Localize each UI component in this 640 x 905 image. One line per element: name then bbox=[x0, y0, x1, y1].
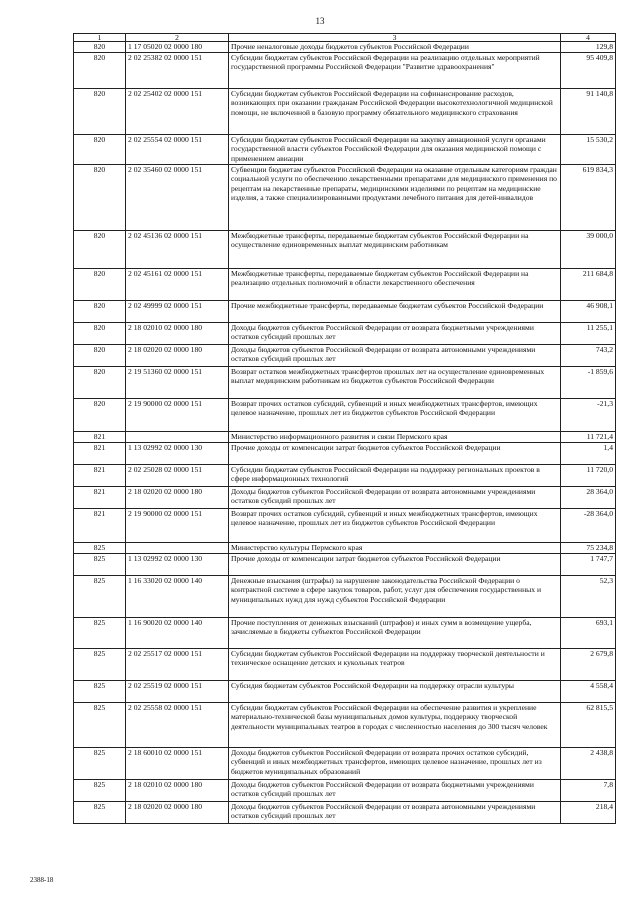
revenue-name-cell: Прочие межбюджетные трансферты, передаваемые бюджетам субъектов Российской Федерации bbox=[229, 301, 561, 323]
admin-code-cell: 821 bbox=[74, 465, 126, 487]
amount-cell: 129,8 bbox=[561, 42, 616, 53]
revenue-code-cell: 2 02 25382 02 0000 151 bbox=[126, 53, 229, 89]
table-row bbox=[74, 509, 616, 543]
revenue-code-cell: 2 02 25554 02 0000 151 bbox=[126, 135, 229, 165]
admin-code-cell: 825 bbox=[74, 681, 126, 703]
amount-cell: 39 000,0 bbox=[561, 231, 616, 269]
revenue-name-cell: Субсидии бюджетам субъектов Российской Федерации на поддержку региональных проектов в сфере информационных технологий bbox=[229, 465, 561, 487]
table-row bbox=[74, 345, 616, 367]
footer-code: 2388-18 bbox=[30, 876, 54, 884]
revenue-code-cell: 2 02 49999 02 0000 151 bbox=[126, 301, 229, 323]
amount-cell: 11 255,1 bbox=[561, 323, 616, 345]
amount-cell: 2 679,8 bbox=[561, 649, 616, 681]
admin-code-cell: 825 bbox=[74, 649, 126, 681]
revenue-code-cell: 2 02 25028 02 0000 151 bbox=[126, 465, 229, 487]
revenue-code-cell bbox=[126, 543, 229, 554]
table-row bbox=[74, 543, 616, 554]
admin-code-cell: 825 bbox=[74, 618, 126, 649]
amount-cell: 619 834,3 bbox=[561, 165, 616, 231]
revenue-name-cell: Прочие неналоговые доходы бюджетов субъектов Российской Федерации bbox=[229, 42, 561, 53]
amount-cell: 1,4 bbox=[561, 443, 616, 465]
table-row bbox=[74, 269, 616, 301]
revenue-name-cell: Доходы бюджетов субъектов Российской Федерации от возврата автономными учреждениями остатков субсидий прошлых лет bbox=[229, 345, 561, 367]
amount-cell: 11 720,0 bbox=[561, 465, 616, 487]
admin-code-cell: 825 bbox=[74, 748, 126, 780]
column-header: 3 bbox=[229, 34, 561, 42]
admin-code-cell: 825 bbox=[74, 802, 126, 824]
amount-cell: 7,8 bbox=[561, 780, 616, 802]
table-row bbox=[74, 367, 616, 399]
amount-cell: 218,4 bbox=[561, 802, 616, 824]
revenue-name-cell: Возврат остатков межбюджетных трансфертов прошлых лет на осуществление единовременных выплат медицинским работникам из бюджетов субъектов Российской Федерации bbox=[229, 367, 561, 399]
revenue-name-cell: Субсидии бюджетам субъектов Российской Федерации на реализацию отдельных мероприятий государственной программы Российской Федерации "Развитие здравоохранения" bbox=[229, 53, 561, 89]
revenue-name-cell: Субсидии бюджетам субъектов Российской Федерации на закупку авиационной услуги органами государственной власти субъектов Российской Федерации для оказания медицинской помощи с применением авиации bbox=[229, 135, 561, 165]
revenue-code-cell: 2 18 02020 02 0000 180 bbox=[126, 802, 229, 824]
table-row bbox=[74, 53, 616, 89]
revenue-table bbox=[73, 33, 616, 824]
admin-code-cell: 820 bbox=[74, 165, 126, 231]
amount-cell: 2 438,8 bbox=[561, 748, 616, 780]
revenue-name-cell: Доходы бюджетов субъектов Российской Федерации от возврата бюджетными учреждениями остатков субсидий прошлых лет bbox=[229, 323, 561, 345]
amount-cell: 11 721,4 bbox=[561, 432, 616, 443]
revenue-name-cell: Доходы бюджетов субъектов Российской Федерации от возврата бюджетными учреждениями остатков субсидий прошлых лет bbox=[229, 780, 561, 802]
admin-code-cell: 825 bbox=[74, 576, 126, 618]
table-row bbox=[74, 432, 616, 443]
revenue-name-cell: Министерство культуры Пермского края bbox=[229, 543, 561, 554]
revenue-code-cell: 2 02 35460 02 0000 151 bbox=[126, 165, 229, 231]
revenue-code-cell: 2 19 90000 02 0000 151 bbox=[126, 399, 229, 432]
table-row bbox=[74, 554, 616, 576]
table-row bbox=[74, 135, 616, 165]
revenue-code-cell: 1 16 33020 02 0000 140 bbox=[126, 576, 229, 618]
admin-code-cell: 820 bbox=[74, 345, 126, 367]
admin-code-cell: 825 bbox=[74, 780, 126, 802]
amount-cell: -28 364,0 bbox=[561, 509, 616, 543]
admin-code-cell: 820 bbox=[74, 323, 126, 345]
revenue-name-cell: Доходы бюджетов субъектов Российской Федерации от возврата автономными учреждениями остатков субсидий прошлых лет bbox=[229, 802, 561, 824]
revenue-code-cell: 2 02 25558 02 0000 151 bbox=[126, 703, 229, 748]
column-header: 2 bbox=[126, 34, 229, 42]
revenue-code-cell: 2 02 45136 02 0000 151 bbox=[126, 231, 229, 269]
table-row bbox=[74, 576, 616, 618]
revenue-code-cell: 1 16 90020 02 0000 140 bbox=[126, 618, 229, 649]
page-number: 13 bbox=[315, 16, 325, 26]
revenue-code-cell: 2 18 60010 02 0000 151 bbox=[126, 748, 229, 780]
revenue-code-cell: 1 17 05020 02 0000 180 bbox=[126, 42, 229, 53]
column-header: 1 bbox=[74, 34, 126, 42]
revenue-code-cell: 1 13 02992 02 0000 130 bbox=[126, 443, 229, 465]
revenue-name-cell: Доходы бюджетов субъектов Российской Федерации от возврата прочих остатков субсидий, субвенций и иных межбюджетных трансфертов, имеющих целевое назначение, прошлых лет из бюджетов муниципальных образований bbox=[229, 748, 561, 780]
amount-cell: -21,3 bbox=[561, 399, 616, 432]
amount-cell: 1 747,7 bbox=[561, 554, 616, 576]
table-row bbox=[74, 487, 616, 509]
table-row bbox=[74, 42, 616, 53]
table-row bbox=[74, 165, 616, 231]
revenue-name-cell: Субвенции бюджетам субъектов Российской Федерации на оказание отдельным категориям граждан социальной услуги по обеспечению лекарственными препаратами для медицинского применения по рецептам на лекарственные препараты, медицинскими изделиями по рецептам на медицинские изделия, а также специализированными продуктами лечебного питания для детей-инвалидов bbox=[229, 165, 561, 231]
admin-code-cell: 820 bbox=[74, 301, 126, 323]
admin-code-cell: 825 bbox=[74, 554, 126, 576]
revenue-name-cell: Субсидии бюджетам субъектов Российской Федерации на поддержку творческой деятельности и техническое оснащение детских и кукольных театров bbox=[229, 649, 561, 681]
revenue-code-cell: 2 18 02010 02 0000 180 bbox=[126, 323, 229, 345]
amount-cell: 62 815,5 bbox=[561, 703, 616, 748]
revenue-name-cell: Денежные взыскания (штрафы) за нарушение законодательства Российской Федерации о контрактной системе в сфере закупок товаров, работ, услуг для обеспечения государственных и муниципальных нужд для нужд субъектов Российской Федерации bbox=[229, 576, 561, 618]
revenue-name-cell: Министерство информационного развития и связи Пермского края bbox=[229, 432, 561, 443]
amount-cell: 211 684,8 bbox=[561, 269, 616, 301]
revenue-code-cell: 2 18 02020 02 0000 180 bbox=[126, 487, 229, 509]
revenue-name-cell: Доходы бюджетов субъектов Российской Федерации от возврата автономными учреждениями остатков субсидий прошлых лет bbox=[229, 487, 561, 509]
admin-code-cell: 825 bbox=[74, 703, 126, 748]
table-row bbox=[74, 443, 616, 465]
amount-cell: 28 364,0 bbox=[561, 487, 616, 509]
table-row bbox=[74, 780, 616, 802]
revenue-name-cell: Субсидии бюджетам субъектов Российской Федерации на софинансирование расходов, возникающих при оказании гражданам Российской Федерации высокотехнологичной медицинской помощи, не включенной в базовую программу обязательного медицинского страхования bbox=[229, 89, 561, 135]
revenue-name-cell: Субсидии бюджетам субъектов Российской Федерации на обеспечение развития и укрепление материально-технической базы муниципальных домов культуры, поддержку творческой деятельности муниципальных театров в городах с численностью населения до 300 тысяч человек bbox=[229, 703, 561, 748]
admin-code-cell: 820 bbox=[74, 269, 126, 301]
revenue-name-cell: Прочие поступления от денежных взысканий (штрафов) и иных сумм в возмещение ущерба, зачисляемые в бюджеты субъектов Российской Федерации bbox=[229, 618, 561, 649]
revenue-code-cell: 2 02 25517 02 0000 151 bbox=[126, 649, 229, 681]
revenue-code-cell: 2 02 25519 02 0000 151 bbox=[126, 681, 229, 703]
table-row bbox=[74, 802, 616, 824]
amount-cell: 95 409,8 bbox=[561, 53, 616, 89]
amount-cell: 693,1 bbox=[561, 618, 616, 649]
amount-cell: 4 558,4 bbox=[561, 681, 616, 703]
revenue-name-cell: Прочие доходы от компенсации затрат бюджетов субъектов Российской Федерации bbox=[229, 554, 561, 576]
revenue-code-cell: 1 13 02992 02 0000 130 bbox=[126, 554, 229, 576]
amount-cell: -1 859,6 bbox=[561, 367, 616, 399]
admin-code-cell: 825 bbox=[74, 543, 126, 554]
admin-code-cell: 820 bbox=[74, 135, 126, 165]
revenue-code-cell: 2 19 90000 02 0000 151 bbox=[126, 509, 229, 543]
revenue-code-cell: 2 02 45161 02 0000 151 bbox=[126, 269, 229, 301]
table-row bbox=[74, 649, 616, 681]
amount-cell: 46 908,1 bbox=[561, 301, 616, 323]
table-row bbox=[74, 301, 616, 323]
revenue-code-cell: 2 02 25402 02 0000 151 bbox=[126, 89, 229, 135]
admin-code-cell: 820 bbox=[74, 231, 126, 269]
revenue-code-cell: 2 18 02010 02 0000 180 bbox=[126, 780, 229, 802]
amount-cell: 91 140,8 bbox=[561, 89, 616, 135]
amount-cell: 52,3 bbox=[561, 576, 616, 618]
table-row bbox=[74, 89, 616, 135]
revenue-name-cell: Межбюджетные трансферты, передаваемые бюджетам субъектов Российской Федерации на осуществление единовременных выплат медицинским работникам bbox=[229, 231, 561, 269]
table-row bbox=[74, 465, 616, 487]
admin-code-cell: 821 bbox=[74, 443, 126, 465]
admin-code-cell: 820 bbox=[74, 53, 126, 89]
admin-code-cell: 820 bbox=[74, 367, 126, 399]
table-row bbox=[74, 703, 616, 748]
amount-cell: 75 234,8 bbox=[561, 543, 616, 554]
revenue-code-cell: 2 19 51360 02 0000 151 bbox=[126, 367, 229, 399]
table-row bbox=[74, 748, 616, 780]
admin-code-cell: 820 bbox=[74, 42, 126, 53]
admin-code-cell: 820 bbox=[74, 399, 126, 432]
table-row bbox=[74, 231, 616, 269]
revenue-name-cell: Возврат прочих остатков субсидий, субвенций и иных межбюджетных трансфертов, имеющих целевое назначение, прошлых лет из бюджетов субъектов Российской Федерации bbox=[229, 509, 561, 543]
table-row bbox=[74, 681, 616, 703]
admin-code-cell: 820 bbox=[74, 89, 126, 135]
amount-cell: 743,2 bbox=[561, 345, 616, 367]
revenue-code-cell: 2 18 02020 02 0000 180 bbox=[126, 345, 229, 367]
admin-code-cell: 821 bbox=[74, 432, 126, 443]
column-header: 4 bbox=[561, 34, 616, 42]
revenue-code-cell bbox=[126, 432, 229, 443]
admin-code-cell: 821 bbox=[74, 487, 126, 509]
revenue-name-cell: Возврат прочих остатков субсидий, субвенций и иных межбюджетных трансфертов, имеющих целевое назначение, прошлых лет из бюджетов субъектов Российской Федерации bbox=[229, 399, 561, 432]
table-row bbox=[74, 618, 616, 649]
revenue-name-cell: Прочие доходы от компенсации затрат бюджетов субъектов Российской Федерации bbox=[229, 443, 561, 465]
admin-code-cell: 821 bbox=[74, 509, 126, 543]
revenue-name-cell: Межбюджетные трансферты, передаваемые бюджетам субъектов Российской Федерации на реализацию отдельных полномочий в области лекарственного обеспечения bbox=[229, 269, 561, 301]
table-row bbox=[74, 399, 616, 432]
table-body bbox=[74, 42, 616, 824]
amount-cell: 15 530,2 bbox=[561, 135, 616, 165]
table-header-row bbox=[74, 34, 616, 42]
table-row bbox=[74, 323, 616, 345]
revenue-name-cell: Субсидия бюджетам субъектов Российской Федерации на поддержку отрасли культуры bbox=[229, 681, 561, 703]
